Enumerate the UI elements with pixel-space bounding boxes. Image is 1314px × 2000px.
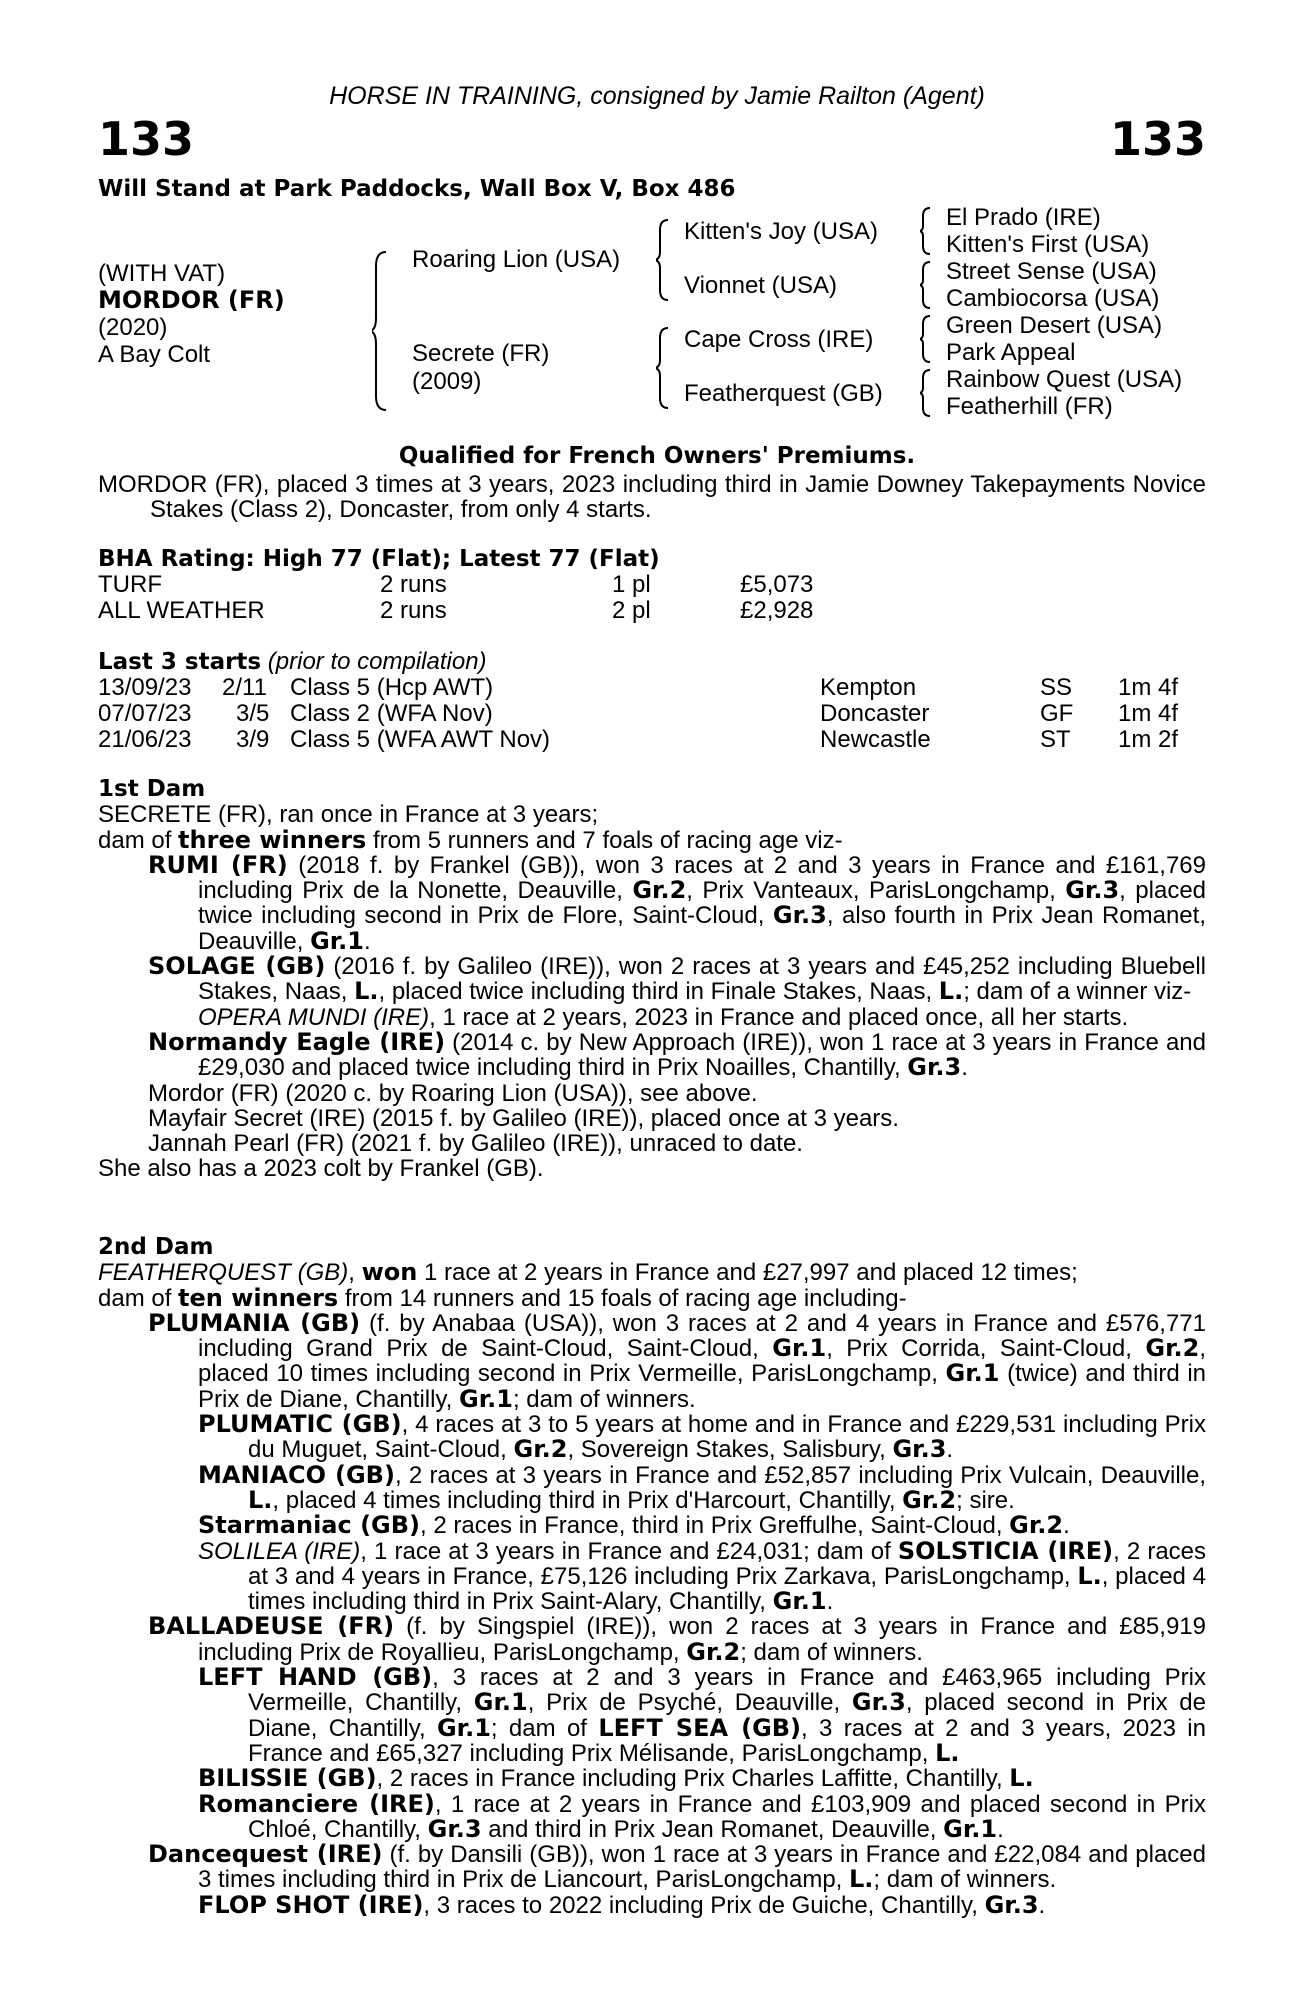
dam-dam-dam: Featherhill (FR) <box>946 393 1113 420</box>
second-dam-heading: 2nd Dam <box>98 1234 214 1260</box>
start-3-pos: 3/9 <box>236 726 270 753</box>
start-2-pos: 3/5 <box>236 700 270 727</box>
last3-heading: Last 3 starts <box>98 649 262 675</box>
bha-row-aw-pl: 2 pl <box>612 597 651 624</box>
start-2-course: Doncaster <box>820 700 930 727</box>
dam: Secrete (FR) <box>412 340 550 367</box>
bha-row-turf-runs: 2 runs <box>380 571 447 598</box>
start-1-going: SS <box>1040 674 1073 701</box>
stand-location: Will Stand at Park Paddocks, Wall Box V, Box 486 <box>98 176 736 202</box>
start-1-dist: 1m 4f <box>1118 674 1179 701</box>
pedigree-brace-dam <box>656 326 674 410</box>
first-dam-heading: 1st Dam <box>98 776 206 802</box>
pedigree-brace-ds <box>920 314 934 364</box>
second-dam-section <box>98 1235 1206 1918</box>
produce-opera-mundi: OPERA MUNDI (IRE), 1 race at 2 years, 2023 in France and placed once, all her starts. <box>198 1003 1129 1031</box>
start-3-date: 21/06/23 <box>98 726 192 753</box>
bha-row-turf-surface: TURF <box>98 571 162 598</box>
second-dam-line1: FEATHERQUEST (GB), won 1 race at 2 years in France and £27,997 and placed 12 times; <box>98 1258 1078 1287</box>
intro-paragraph: MORDOR (FR), placed 3 times at 3 years, 2023 including third in Jamie Downey Takepayments Novice Stakes (Class 2), Doncaster, from only 4 starts. <box>98 471 1206 524</box>
pedigree-brace-sd <box>920 260 934 310</box>
vat-label: (WITH VAT) <box>98 260 226 287</box>
first-dam-also: She also has a 2023 colt by Frankel (GB). <box>98 1155 544 1183</box>
dam-dam-sire: Rainbow Quest (USA) <box>946 366 1183 393</box>
dam-dam: Featherquest (GB) <box>684 380 883 407</box>
start-2-dist: 1m 4f <box>1118 700 1179 727</box>
produce-mayfair-secret: Mayfair Secret (IRE) (2015 f. by Galileo (IRE)), placed once at 3 years. <box>148 1104 899 1132</box>
start-2-race: Class 2 (WFA Nov) <box>290 700 493 727</box>
sire-dam-sire: Street Sense (USA) <box>946 258 1157 285</box>
lot-number-left: 133 <box>98 112 195 166</box>
produce-plumania: PLUMANIA (GB) (f. by Anabaa (USA)), won 3 races at 2 and 4 years in France and £576,771 including Grand Prix de Saint-Cloud, Saint-Cloud, Gr.1, Prix Corrida, Saint-Cloud, Gr.2, placed 10 times including second in Prix Vermeille, ParisLongchamp, Gr.1 (twice) and third in Prix de Diane, Chantilly, Gr.1; dam of winners. <box>148 1308 1206 1413</box>
bha-row-aw-prize: £2,928 <box>740 597 814 624</box>
bha-row-aw-surface: ALL WEATHER <box>98 597 265 624</box>
start-3-course: Newcastle <box>820 726 931 753</box>
start-3-going: ST <box>1040 726 1071 753</box>
page-header: HORSE IN TRAINING, consigned by Jamie Railton (Agent) <box>329 82 985 110</box>
sire-dam: Vionnet (USA) <box>684 272 837 299</box>
sire-dam-dam: Cambiocorsa (USA) <box>946 285 1160 312</box>
dam-year: (2009) <box>412 368 482 395</box>
last3-heading-line <box>98 648 487 676</box>
produce-starmaniac: Starmaniac (GB), 2 races in France, third in Prix Greffulhe, Saint-Cloud, Gr.2. <box>198 1511 1070 1540</box>
sire: Roaring Lion (USA) <box>412 246 621 273</box>
horse-description: A Bay Colt <box>98 341 211 368</box>
premium-note: Qualified for French Owners' Premiums. <box>398 443 916 469</box>
produce-left-hand: LEFT HAND (GB), 3 races at 2 and 3 years in France and £463,965 including Prix Vermeille, Chantilly, Gr.1, Prix de Psyché, Deauville, Gr.3, placed second in Prix de Diane, Chantilly, Gr.1; dam of LEFT SEA (GB), 3 races at 2 and 3 years, 2023 in France and £65,327 including Prix Mélisande, ParisLongchamp, L. <box>198 1663 1206 1767</box>
start-1-pos: 2/11 <box>222 674 267 701</box>
produce-romanciere: Romanciere (IRE), 1 race at 2 years in France and £103,909 and placed second in Prix Chloé, Chantilly, Gr.3 and third in Prix Jean Romanet, Deauville, Gr.1. <box>198 1789 1207 1843</box>
horse-name: MORDOR (FR) <box>98 286 285 314</box>
dam-sire-sire: Green Desert (USA) <box>946 312 1163 339</box>
start-2-going: GF <box>1040 700 1074 727</box>
produce-plumatic: PLUMATIC (GB), 4 races at 3 to 5 years at home and in France and £229,531 including Prix du Muguet, Saint-Cloud, Gr.2, Sovereign Stakes, Salisbury, Gr.3. <box>198 1410 1207 1464</box>
start-1-date: 13/09/23 <box>98 674 192 701</box>
last3-note: (prior to compilation) <box>267 648 487 675</box>
bha-heading: BHA Rating: High 77 (Flat); Latest 77 (Flat) <box>98 546 660 572</box>
produce-flop-shot: FLOP SHOT (IRE), 3 races to 2022 including Prix de Guiche, Chantilly, Gr.3. <box>198 1890 1046 1919</box>
produce-rumi: RUMI (FR) (2018 f. by Frankel (GB)), won 3 races at 2 and 3 years in France and £161,769 including Prix de la Nonette, Deauville, Gr.2, Prix Vanteaux, ParisLongchamp, Gr.3, placed twice including second in Prix de Flore, Saint-Cloud, Gr.3, also fourth in Prix Jean Romanet, Deauville, Gr.1. <box>148 850 1207 955</box>
horse-year: (2020) <box>98 314 168 341</box>
first-dam-line2: dam of three winners from 5 runners and 7 foals of racing age viz- <box>98 825 843 854</box>
start-1-race: Class 5 (Hcp AWT) <box>290 674 494 701</box>
lot-number-right: 133 <box>1109 112 1206 166</box>
produce-solilea: SOLILEA (IRE), 1 race at 3 years in France and £24,031; dam of SOLSTICIA (IRE), 2 races at 3 and 4 years in France, £75,126 including Prix Zarkava, ParisLongchamp, L., placed 4 times including third in Prix Saint-Alary, Chantilly, Gr.1. <box>198 1536 1207 1616</box>
sire-sire-dam: Kitten's First (USA) <box>946 231 1150 258</box>
pedigree-brace-ss <box>920 206 934 256</box>
pedigree-brace-sire <box>656 218 674 302</box>
produce-normandy-eagle: Normandy Eagle (IRE) (2014 c. by New Approach (IRE)), won 1 race at 3 years in France and £29,030 and placed twice including third in Prix Noailles, Chantilly, Gr.3. <box>148 1027 1207 1082</box>
start-3-dist: 1m 2f <box>1118 726 1179 753</box>
sire-sire: Kitten's Joy (USA) <box>684 218 878 245</box>
produce-mordor: Mordor (FR) (2020 c. by Roaring Lion (USA)), see above. <box>148 1079 758 1107</box>
start-1-course: Kempton <box>820 674 917 701</box>
produce-maniaco: MANIACO (GB), 2 races at 3 years in France and £52,857 including Prix Vulcain, Deauville, L., placed 4 times including third in Prix d'Harcourt, Chantilly, Gr.2; sire. <box>198 1460 1206 1514</box>
dam-sire-dam: Park Appeal <box>946 339 1076 366</box>
produce-bilissie: BILISSIE (GB), 2 races in France including Prix Charles Laffitte, Chantilly, L. <box>198 1764 1034 1793</box>
bha-row-turf-pl: 1 pl <box>612 571 651 598</box>
sire-sire-sire: El Prado (IRE) <box>946 204 1101 231</box>
dam-sire: Cape Cross (IRE) <box>684 326 874 353</box>
pedigree-brace-main <box>372 250 392 412</box>
pedigree-brace-dd <box>920 368 934 418</box>
first-dam-line1: SECRETE (FR), ran once in France at 3 years; <box>98 801 599 829</box>
produce-dancequest: Dancequest (IRE) (f. by Dansili (GB)), won 1 race at 3 years in France and £22,084 and placed 3 times including third in Prix de Liancourt, ParisLongchamp, L.; dam of winners. <box>148 1840 1206 1894</box>
first-dam-section <box>98 777 1206 1182</box>
start-3-race: Class 5 (WFA AWT Nov) <box>290 726 551 753</box>
produce-solage: SOLAGE (GB) (2016 f. by Galileo (IRE)), won 2 races at 3 years and £45,252 including Bluebell Stakes, Naas, L., placed twice including third in Finale Stakes, Naas, L.; dam of a winner viz- <box>148 952 1207 1006</box>
produce-balladeuse: BALLADEUSE (FR) (f. by Singspiel (IRE)), won 2 races at 3 years in France and £85,919 including Prix de Royallieu, ParisLongchamp, Gr.2; dam of winners. <box>148 1612 1206 1666</box>
bha-row-turf-prize: £5,073 <box>740 571 814 598</box>
start-2-date: 07/07/23 <box>98 700 192 727</box>
second-dam-line2: dam of ten winners from 14 runners and 15 foals of racing age including- <box>98 1283 907 1312</box>
bha-row-aw-runs: 2 runs <box>380 597 447 624</box>
produce-jannah-pearl: Jannah Pearl (FR) (2021 f. by Galileo (IRE)), unraced to date. <box>148 1130 803 1158</box>
